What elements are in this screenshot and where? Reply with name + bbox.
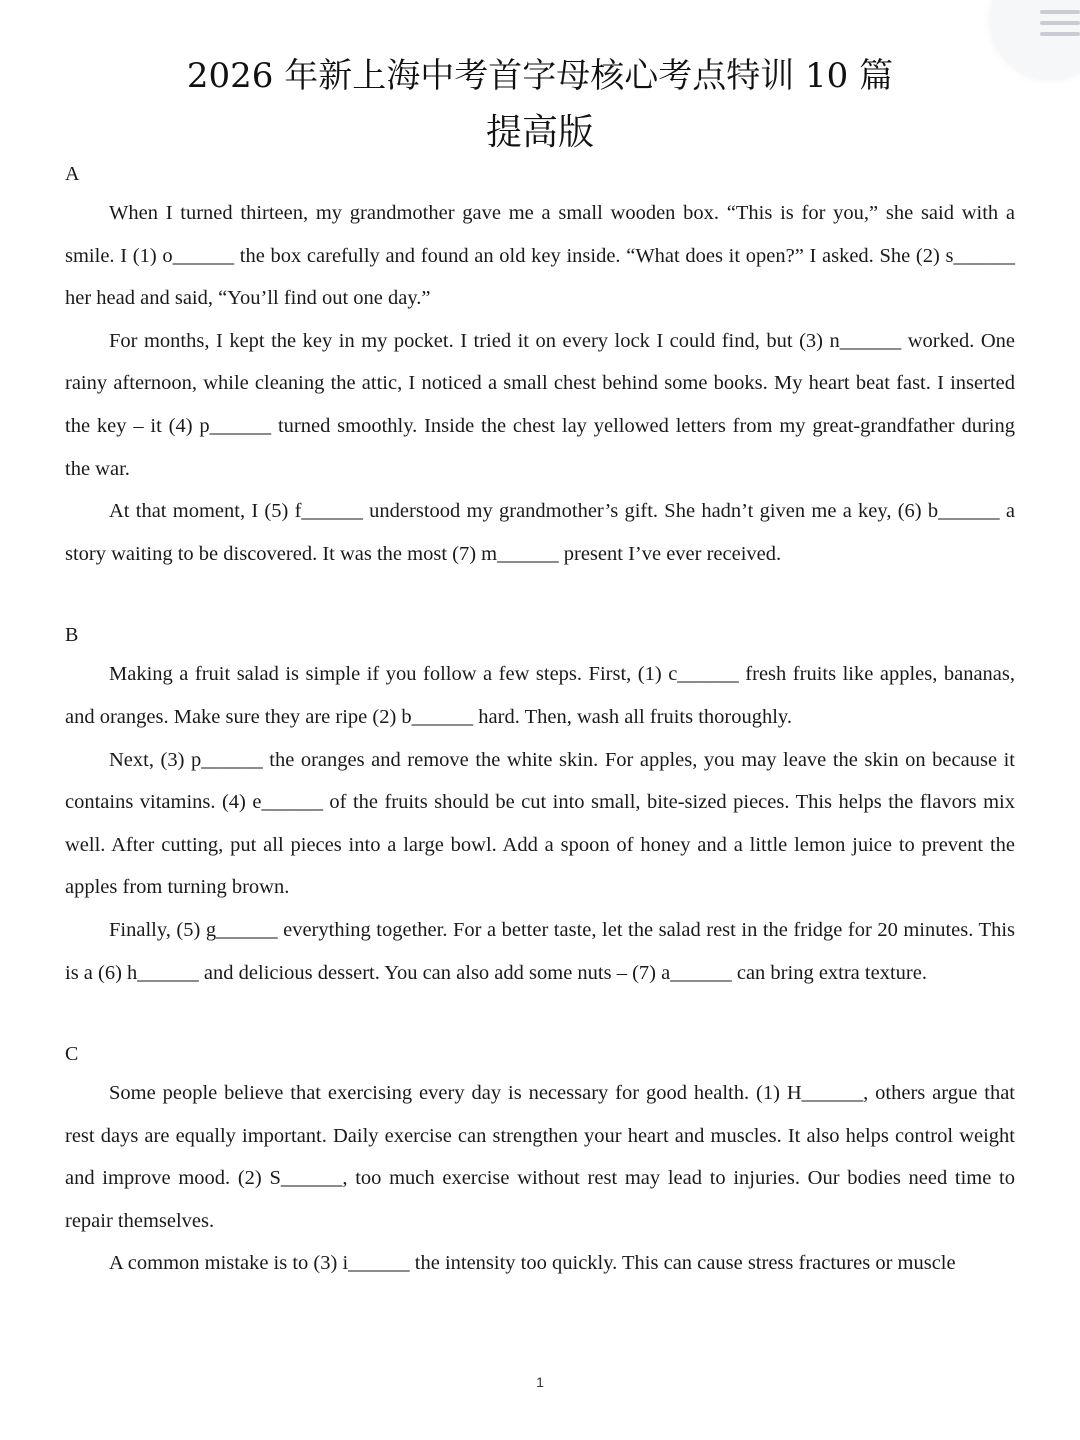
paragraph: For months, I kept the key in my pocket. I tried it on every lock I could find, but (3) n______ worked. One rainy afternoon, while cleaning the attic, I noticed a small chest behind some books. My heart beat fast. I inserted the key – it (4) p______ turned smoothly. Inside the chest lay yellowed letters from my great-grandfather during the war. [65, 329, 1015, 480]
paragraph: Next, (3) p______ the oranges and remove the white skin. For apples, you may leave the skin on because it contains vitamins. (4) e______ of the fruits should be cut into small, bite-sized pieces. This helps the flavors mix well. After cutting, put all pieces into a large bowl. Add a spoon of honey and a little lemon juice to prevent the apples from turning brown. [65, 748, 1015, 899]
page-title: 2026 年新上海中考首字母核心考点特训 10 篇 [186, 56, 894, 96]
section-a [65, 156, 1015, 575]
paragraph: Some people believe that exercising every day is necessary for good health. (1) H______, others argue that rest days are equally important. Daily exercise can strengthen your heart and muscles. It also helps control weight and improve mood. (2) S______, too much exercise without rest may lead to injuries. Our bodies need time to repair themselves. [65, 1082, 1015, 1232]
document-body [65, 156, 1015, 1285]
section-label: C [65, 1043, 79, 1066]
page-subtitle: 提高版 [485, 112, 594, 153]
section-label: A [65, 163, 80, 185]
section-label: B [65, 624, 79, 647]
page-number: 1 [536, 1374, 544, 1390]
section-b [65, 617, 1015, 994]
paragraph: Making a fruit salad is simple if you follow a few steps. First, (1) c______ fresh fruits like apples, bananas, and oranges. Make sure they are ripe (2) b______ hard. Then, wash all fruits thoroughly. [65, 663, 1015, 728]
paragraph: When I turned thirteen, my grandmother gave me a small wooden box. “This is for you,” she said with a smile. I (1) o______ the box carefully and found an old key inside. “What does it open?” I asked. She (2) s______ her head and said, “You’ll find out one day.” [65, 202, 1015, 310]
paragraph: Finally, (5) g______ everything together. For a better taste, let the salad rest in the fridge for 20 minutes. This is a (6) h______ and delicious dessert. You can also add some nuts – (7) a______ can bring extra texture. [65, 918, 1015, 984]
section-c [65, 1036, 1015, 1285]
hamburger-menu-icon [1040, 10, 1080, 43]
paragraph: A common mistake is to (3) i______ the intensity too quickly. This can cause stress fractures or muscle [109, 1252, 956, 1275]
paragraph: At that moment, I (5) f______ understood my grandmother’s gift. She hadn’t given me a key, (6) b______ a story waiting to be discovered. It was the most (7) m______ present I’ve ever received. [65, 500, 1015, 565]
